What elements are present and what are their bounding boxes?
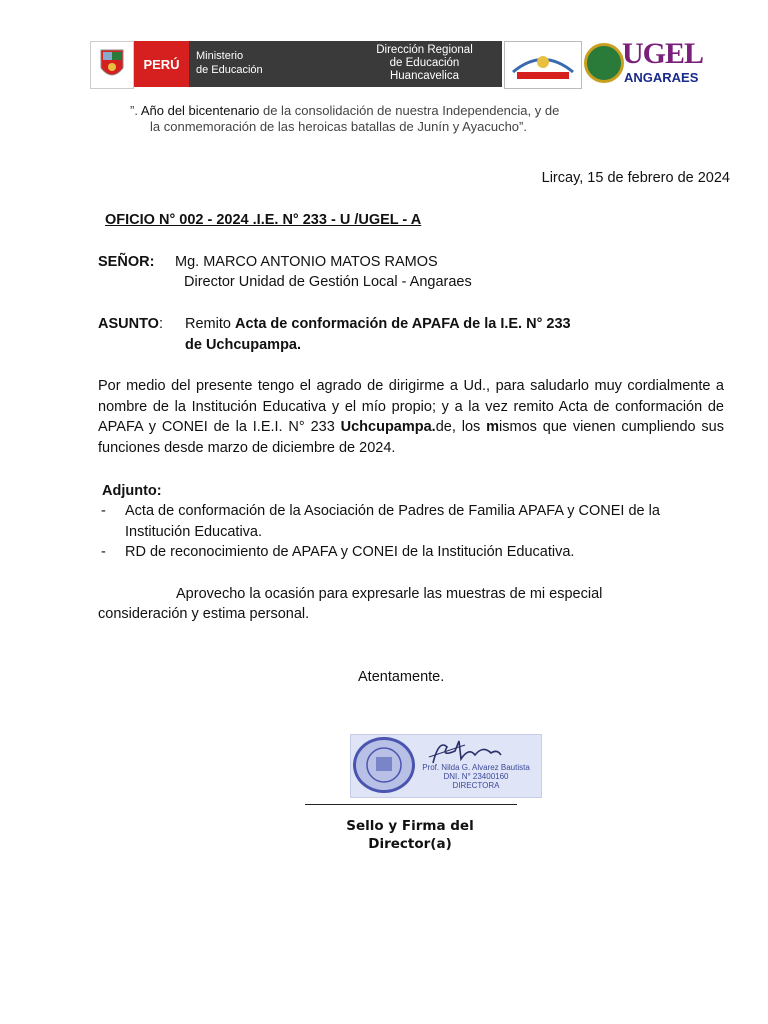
- recipient-label: SEÑOR:: [98, 254, 155, 270]
- closing-line: Aprovecho la ocasión para expresarle las muestras de mi especial: [176, 586, 603, 602]
- subject-text: Remito Acta de conformación de APAFA de la I.E. N° 233: [185, 316, 571, 332]
- body-paragraph: Por medio del presente tengo el agrado de dirigirme a Ud., para saludarlo muy cordialmente a nombre de la Institución Educativa y el mío propio; y a la vez remito Acta de conformación de APAFA y CONEI de la I.E.I. N° 233 Uchcupampa.de, los mismos que vienen cumpliendo sus funciones desde marzo de diciembre de 2024.: [98, 378, 724, 456]
- closing-line: consideración y estima personal.: [98, 606, 310, 622]
- peru-label: PERÚ: [134, 41, 189, 87]
- ministerio-label: Ministerio de Educación: [196, 50, 263, 76]
- ugel-emblem-icon: [584, 43, 624, 83]
- letterhead: [90, 37, 724, 89]
- subject-text-line2: de Uchcupampa.: [185, 337, 302, 353]
- peru-coat-of-arms-icon: [90, 41, 134, 89]
- signature-line: [305, 804, 517, 805]
- recipient-name: Mg. MARCO ANTONIO MATOS RAMOS: [175, 254, 438, 270]
- minedu-logo: [134, 41, 277, 87]
- signature-stamp: [350, 734, 542, 798]
- attachments-label: Adjunto:: [102, 483, 162, 499]
- attachment-item: Acta de conformación de la Asociación de Padres de Familia APAFA y CONEI de la Institución Educativa.: [125, 503, 660, 540]
- dre-label: Dirección Regional de Educación Huancavelica: [347, 41, 502, 87]
- header-spacer: [277, 41, 347, 87]
- sign-off: Atentamente.: [358, 669, 445, 685]
- dre-huancavelica-logo-icon: [504, 41, 582, 89]
- signature-caption: Sello y Firma del Director(a): [346, 818, 474, 852]
- list-bullet: -: [101, 503, 106, 519]
- recipient-title: Director Unidad de Gestión Local - Angaraes: [184, 274, 472, 290]
- stamp-text: Prof. Nilda G. Alvarez Bautista DNI. N° 23400160 DIRECTORA: [422, 763, 530, 790]
- attachment-item: RD de reconocimiento de APAFA y CONEI de la Institución Educativa.: [125, 544, 575, 560]
- subject-label: ASUNTO:: [98, 316, 163, 332]
- oficio-number: OFICIO N° 002 - 2024 .I.E. N° 233 - U /UGEL - A: [105, 212, 422, 228]
- official-seal-icon: [353, 737, 415, 793]
- year-motto: ”. Año del bicentenario de la consolidación de nuestra Independencia, y de la conmemoración de las heroicas batallas de Junín y Ayacucho”.: [130, 103, 560, 134]
- letter-date: Lircay, 15 de febrero de 2024: [541, 170, 730, 186]
- ugel-angaraes-logo: UGEL ANGARAES: [584, 41, 724, 87]
- list-bullet: -: [101, 544, 106, 560]
